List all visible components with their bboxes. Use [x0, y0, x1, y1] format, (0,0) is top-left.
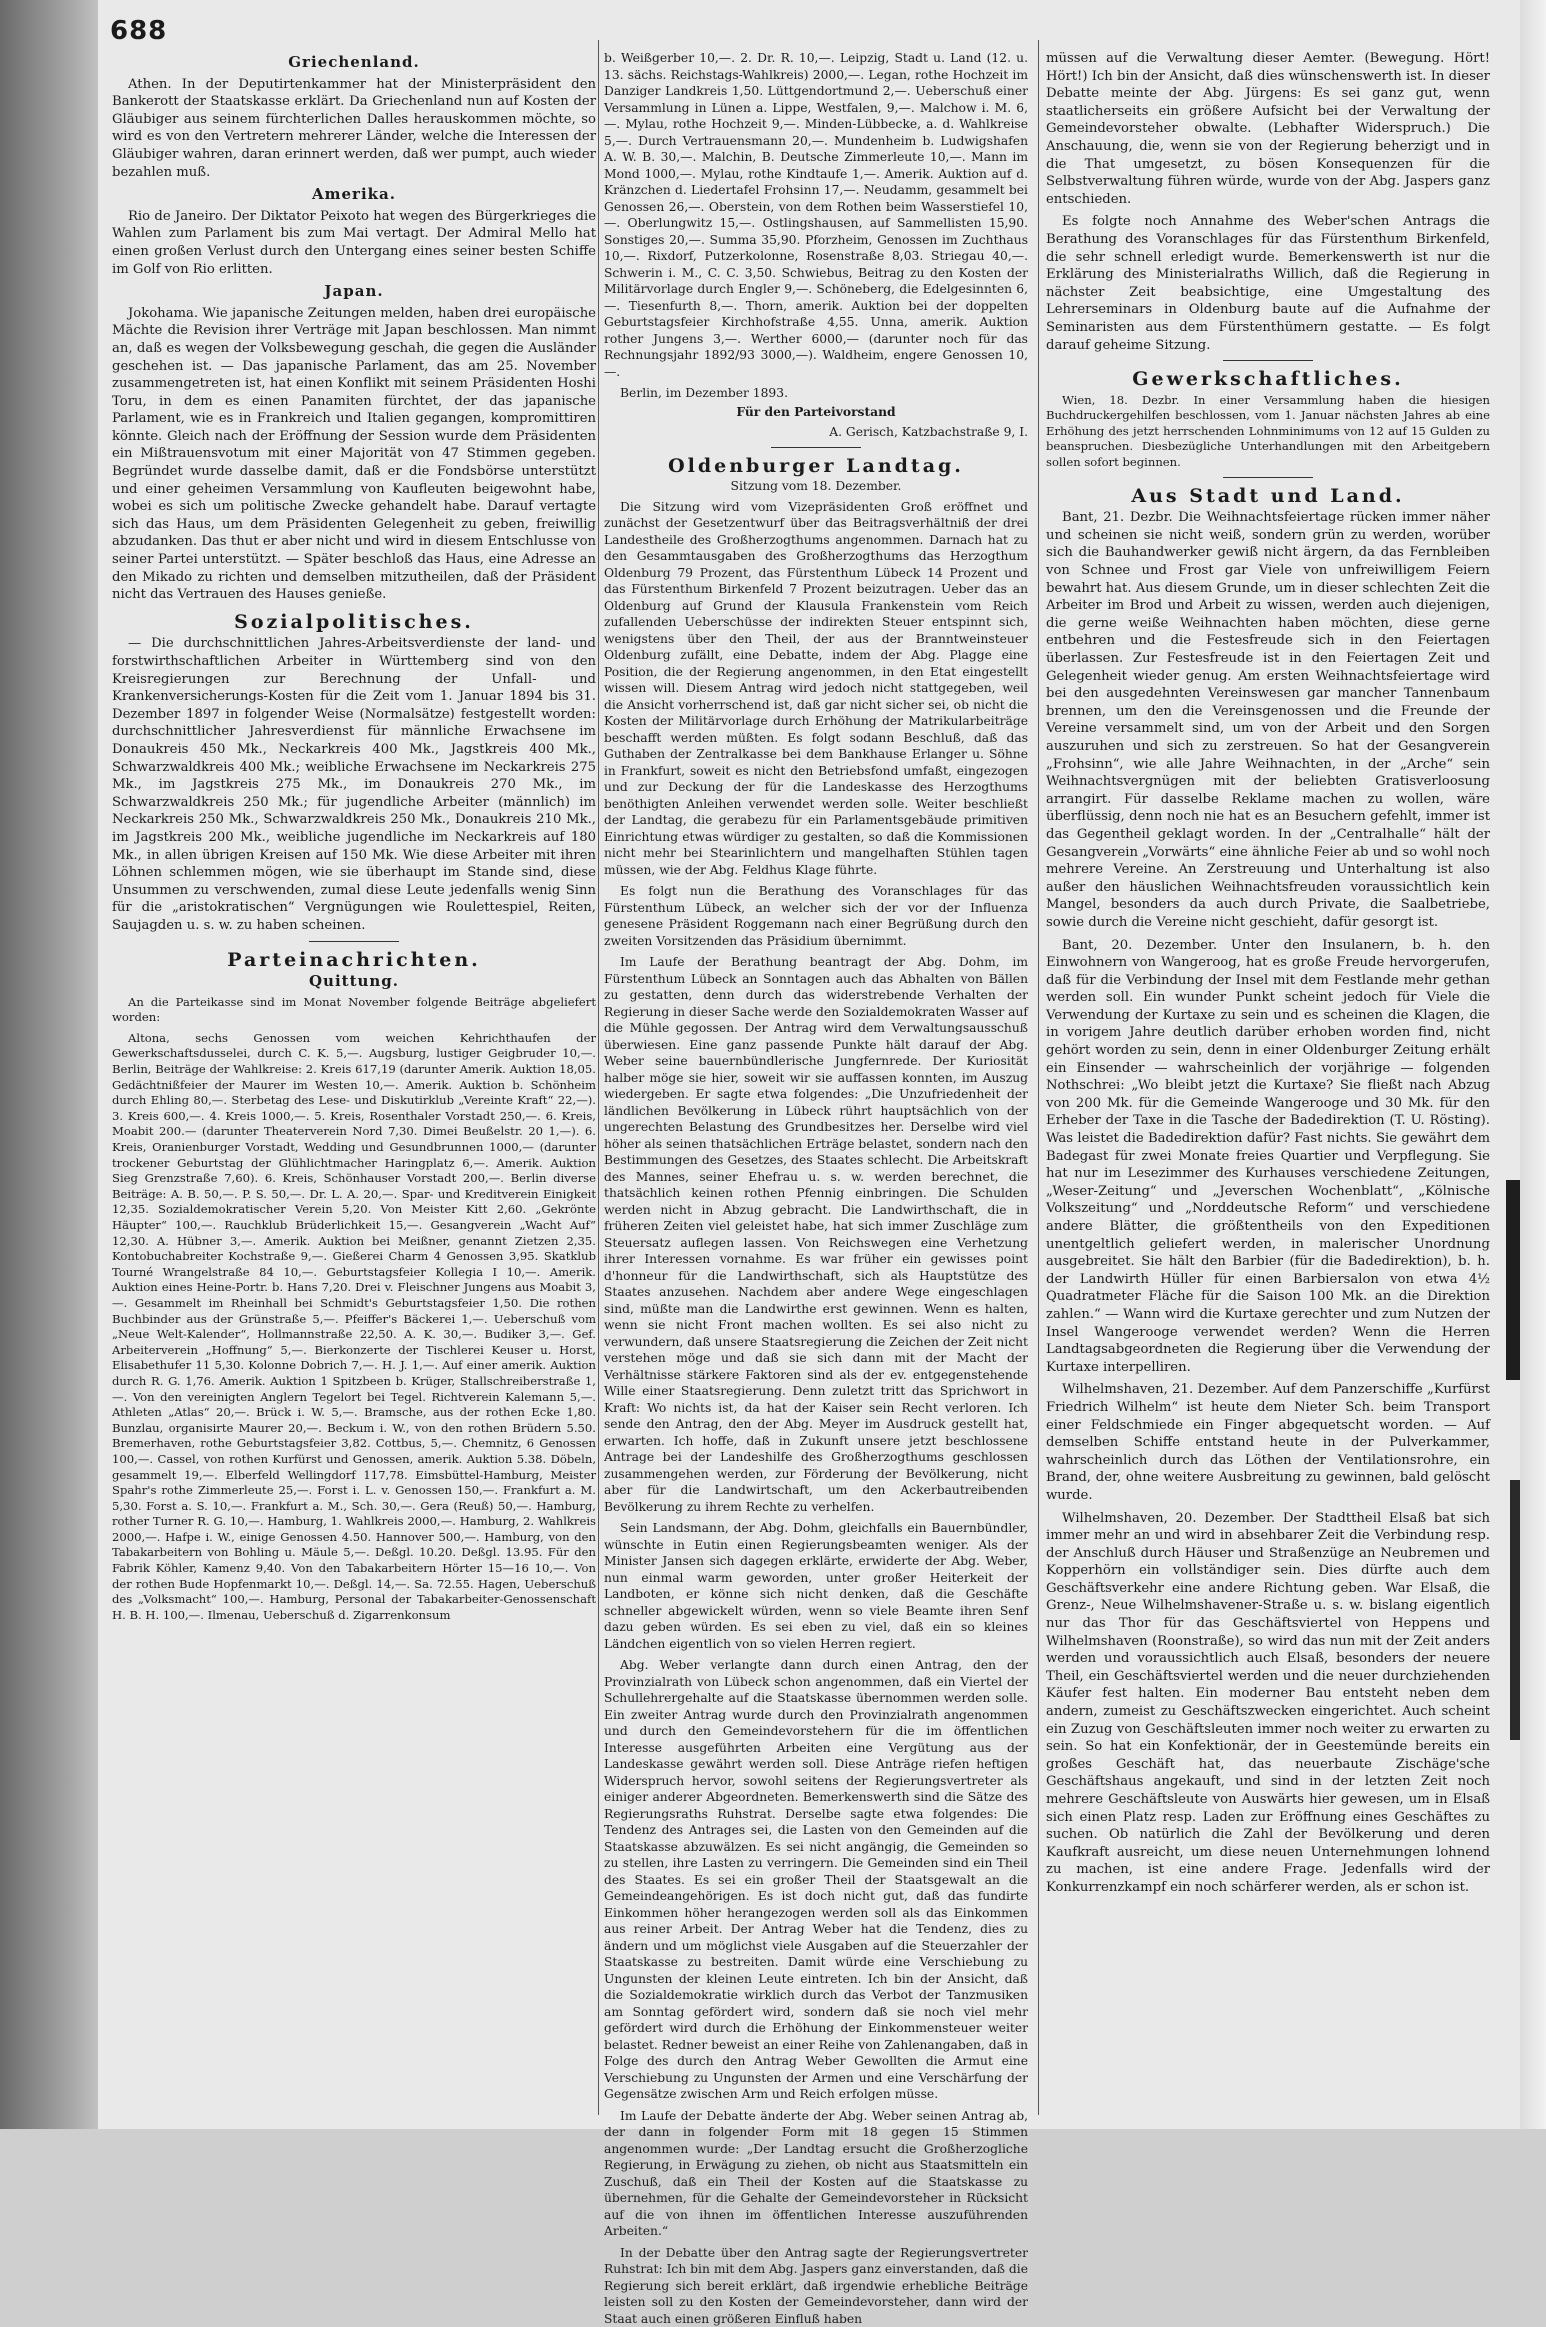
article-japan: Jokohama. Wie japanische Zeitungen melden, haben drei europäische Mächte die Revision ihrer Verträge mit Japan beschlossen. Man nimmt an, daß es wegen der Volksbewegung geschah, die gegen die Ausländer geschehen ist. — Das japanische Parlament, das am 25. November zusammengetreten ist, hat einen Konflikt mit seinem Präsidenten Hoshi Toru, in dem es einen Panamiten fürchtet, der das japanische Parlament, wie es in Frankreich und Italien gegangen, kompromittiren könnte. Gleich nach der Eröffnung der Session wurde dem Präsidenten ein Mißtrauensvotum mit einer Majorität von 47 Stimmen gegeben. Begründet wurde dasselbe damit, daß er die Fondsbörse unterstützt und einer geheimen Versammlung von Kaufleuten beigewohnt habe, wobei es sich um politische Zwecke gehandelt habe. Darauf vertagte sich das Haus, um dem Präsidenten Gelegenheit zu geben, freiwillig abzudanken. Das thut er aber nicht und wird in diesem Entschlusse von seiner Partei unterstützt. — Später beschloß das Haus, eine Adresse an den Mikado zu richten und demselben mitzutheilen, daß der Präsident nicht das Vertrauen des Hauses genieße.	[112, 305, 596, 604]
signature-title: Für den Parteivorstand	[604, 404, 1028, 421]
section-rule	[309, 941, 399, 942]
section-heading-sozialpolitisches: Sozialpolitisches.	[112, 614, 596, 632]
section-rule	[771, 447, 861, 448]
newspaper-page	[98, 0, 1520, 2129]
section-heading-amerika: Amerika.	[112, 186, 596, 204]
landtag-paragraph: In der Debatte über den Antrag sagte der Regierungsvertreter Ruhstrat: Ich bin mit dem Abg. Jaspers ganz einverstanden, daß die Regierung sich bereit erklärt, daß irgendwie erhebliche Beiträge leisten soll zu den Kosten der Gemeindevorsteher, dann wird der Staat auch einen größeren Einfluß haben	[604, 2245, 1028, 2327]
adjacent-page-edge	[1506, 1180, 1520, 1380]
landtag-paragraph: Im Laufe der Berathung beantragt der Abg. Dohm, im Fürstenthum Lübeck an Sonntagen auch das Abhalten von Bällen zu gestatten, denn durch das widerstrebende Verhalten der Regierung in dieser Sache werde den Sozialdemokraten Wasser auf die Mühle gegossen. Der Antrag wird dem Verwaltungsausschuß überwiesen. Eine ganz passende Punkte hält darauf der Abg. Weber seine bauernbündlerische Jungfernrede. Der Kuriosität halber möge sie hier, soweit wir sie auffassen konnten, im Auszug wiedergeben. Er sagte etwa folgendes: „Die Unzufriedenheit der ländlichen Bevölkerung in Lübeck rührt hauptsächlich von der ungerechten Belastung des Grundbesitzes her. Derselbe wird viel höher als seinen thatsächlichen Erträge belastet, sondern nach den Bestimmungen des Gesetzes, des Staates schlecht. Die Arbeitskraft des Mannes, seiner Ehefrau u. s. w. werden berechnet, die thatsächlich keinen rothen Pfennig einbringen. Die Schulden werden nicht in Abzug gebracht. Die Landwirthschaft, die in früheren Zeiten viel geleistet habe, hat sich immer Zuschläge zum Steuersatz auflegen lassen. Von Reichswegen eine Verhetzung ihrer Interessen vornahme. Es war früher ein gewisses point d'honneur für die Landwirthschaft, sich als Hauptstütze des Staates anzusehen. Nachdem aber andere Wege eingeschlagen sind, müßte man die Landwirthe erst gewinnen. Wenn es halten, wenn sie nicht Front machen wollten. Es sei also nicht zu verwundern, daß unsere Staatsregierung die Zeichen der Zeit nicht verstehen möge und daß sie sich dann mit der Macht der Verhältnisse stärkere Faktoren sind als der ev. entgegenstehende Wille einer Staatsregierung. Denn zuletzt tritt das Sprichwort in Kraft: Wo nichts ist, da hat der Kaiser sein Recht verloren. Ich sende den Antrag, den der Abg. Meyer im Ausdruck gestellt hat, erwarten. Ich hoffe, daß in Zukunft unsere jetzt beschlossene Antrage bei der Landeshilfe des Großherzogthums geschlossen zusammengehen werden, zur Förderung der Bevölkerung, nicht aber für die Landwirtschaft, um den Ackerbautreibenden Bevölkerung zu ihrem Rechte zu verhelfen.	[604, 954, 1028, 1515]
article-wilhelmshaven-2: Wilhelmshaven, 20. Dezember. Der Stadttheil Elsaß bat sich immer mehr an und wird in absehbarer Zeit die Verbindung resp. der Anschluß durch Häuser und Straßenzüge an Neubremen und Kopperhörn ein vollständiger sein. Dies dürfte auch dem Geschäftsverkehr eine andere Richtung geben. War Elsaß, die Grenz-, Neue Wilhelmshavener-Straße u. s. w. bislang eigentlich nur das Thor für das Geschäftsviertel von Heppens und Wilhelmshaven (Roonstraße), so wird das nun mit der Zeit anders werden und voraussichtlich auch Elsaß, besonders der neuere Theil, ein Geschäftsviertel werden und die neuer durchziehenden Käufer fest halten. Ein moderner Bau entsteht neben dem andern, zumeist zu Geschäftszwecken eingerichtet. Auch scheint ein Zuzug von Geschäftsleuten immer noch weiter zu erwarten zu sein. So hat ein Konfektionär, der in Geestemünde bereits ein großes Geschäft hat, das neuerbaute Zischäge'sche Geschäftshaus angekauft, und sind in der letzten Zeit noch mehrere Geschäftsleute von Auswärts hier gewesen, um in Elsaß sich einen Platz resp. Laden zur Eröffnung eines Geschäftes zu suchen. Ob natürlich die Zahl der Bevölkerung und deren Kaufkraft ausreicht, um diese neuen Unternehmungen lohnend zu machen, ist eine andere Frage. Jedenfalls wird der Konkurrenzkampf ein noch schärferer werden, als er schon ist.	[1046, 1510, 1490, 1897]
section-heading-stadt-und-land: Aus Stadt und Land.	[1046, 488, 1490, 506]
landtag-paragraph: Abg. Weber verlangte dann durch einen Antrag, den der Provinzialrath von Lübeck schon angenommen, daß ein Viertel der Schullehrergehalte auf die Staatskasse übernommen werden solle. Ein zweiter Antrag wurde durch den Provinzialrath angenommen und durch den Gemeindevorstehern für die im öffentlichen Interesse ausgeführten Arbeiten eine Vergütung aus der Landeskasse gewährt werden soll. Diese Anträge riefen heftigen Widerspruch hervor, sowohl seitens der Regierungsvertreter als einiger anderer Abgeordneten. Bemerkenswerth sind die Sätze des Regierungsraths Ruhstrat. Derselbe sagte etwa folgendes: Die Tendenz des Antrages sei, die Lasten von den Gemeinden auf die Staatskasse abzuwälzen. Es sei nicht angängig, die Gemeinden so zu stellen, ihre Lasten zu verringern. Die Gemeinden sind ein Theil des Staates. Es sei ein großer Theil der Staatsgewalt an die Gemeindeangehörigen. Es ist doch nicht gut, daß das fundirte Einkommen höher herangezogen werden soll als das Einkommen aus reiner Arbeit. Der Antrag Weber hat die Tendenz, dies zu ändern und um möglichst viele Ausgaben auf die Steuerzahler der Staatskasse zu bestreiten. Damit würde eine Verschiebung zu Ungunsten der kleinen Leute eintreten. Ich bin der Ansicht, daß die Sozialdemokratie wirklich durch das Verbot der Tanzmusiken am Sonntag gefördert wird, sondern daß sie noch viel mehr gefördert wird durch die Erhöhung der Einkommensteuer weiter belastet. Redner beweist an einer Reihe von Zahlenangaben, daß in Folge des durch den Antrag Weber Gewollten die Armut eine Verschiebung zu Ungunsten der Armen und eine Verschärfung der Gegensätze zwischen Arm und Reich erfolgen müsse.	[604, 1657, 1028, 2103]
section-heading-parteinachrichten: Parteinachrichten.	[112, 952, 596, 970]
landtag-paragraph: Sein Landsmann, der Abg. Dohm, gleichfalls ein Bauernbündler, wünschte in Eutin einen Regierungsbeamten weniger. Als der Minister Jansen sich dagegen erklärte, erwiderte der Abg. Weber, nun einmal warm geworden, unter großer Heiterkeit der Landboten, er könne sich nicht denken, daß die Geschäfte schneller abgewickelt würden, wenn so viele Beamte ihren Senf dazu geben würden. Es sei eben zu viel, daß ein so kleines Ländchen eigentlich von so vielen Herren regiert.	[604, 1520, 1028, 1652]
article-amerika: Rio de Janeiro. Der Diktator Peixoto hat wegen des Bürgerkrieges die Wahlen zum Parlament bis zum Mai vertagt. Der Admiral Mello hat einen großen Verlust durch den Untergang eines seiner besten Schiffe im Golf von Rio erlitten.	[112, 208, 596, 278]
quittung-list-continued: b. Weißgerber 10,—. 2. Dr. R. 10,—. Leipzig, Stadt u. Land (12. u. 13. sächs. Reichstags-Wahlkreis) 2000,—. Legan, rothe Hochzeit im Danziger Landkreis 1,50. Lüttgendortmund 2,—. Ueberschuß einer Versammlung in Lünen a. Lippe, Westfalen, 9,—. Malchow i. M. 6,—. Mylau, rothe Hochzeit 9,—. Minden-Lübbecke, a. d. Wahlkreise 5,—. Durch Vertrauensmann 20,—. Mundenheim b. Ludwigshafen A. W. B. 30,—. Malchin, B. Deutsche Zimmerleute 10,—. Mann im Mond 1000,—. Mylau, rothe Kindtaufe 1,—. Amerik. Auktion auf d. Kränzchen d. Liedertafel Frohsinn 17,—. Neudamm, gesammelt bei Genossen 26,—. Oberstein, von dem Rothen beim Wasserstiefel 10,—. Oberlungwitz 15,—. Ostlingshausen, auf Sammellisten 15,90. Sonstiges 20,—. Summa 35,90. Pforzheim, Genossen im Zuchthaus 10,—. Rixdorf, Putzerkolonne, Rosenstraße 8,03. Striegau 40,—. Schwerin i. M., C. C. 3,50. Schwiebus, Beitrag zu den Kosten der Militärvorlage durch Engler 9,—. Schöneberg, die Edelgesinnten 6,—. Tiesenfurth 8,—. Thorn, amerik. Auktion bei der doppelten Geburtstagsfeier Kirchhofstraße 4,55. Unna, amerik. Auktion rother Jungens 3,—. Werther 6000,— (darunter noch für das Rechnungsjahr 1892/93 3000,—). Waldheim, engere Genossen 10,—.	[604, 50, 1028, 380]
article-bant-2: Bant, 20. Dezember. Unter den Insulanern, b. h. den Einwohnern von Wangeroog, hat es große Freude hervorgerufen, daß für die Verbindung der Insel mit dem Festlande mehr gethan werden soll. Ein wunder Punkt scheint jedoch für Viele die Verwendung der Kurtaxe zu sein und es scheinen die Klagen, die in vorigem Jahre deutlich darüber erhoben worden find, nicht gehört worden zu sein, denn in einer Oldenburger Zeitung erhält ein Einsender — wahrscheinlich der vorjährige — folgenden Nothschrei: „Wo bleibt jetzt die Kurtaxe? Sie fließt nach Abzug von 200 Mk. für die Gemeinde Wangerooge und 30 Mk. für den Erheber der Taxe in die Tasche der Badedirektion (T. U. Rösting). Was leistet die Badedirektion dafür? Fast nichts. Sie gewährt dem Badegast für zwei Monate freies Quartier und Verpflegung. Sie hat nur im Lesezimmer des Kurhauses verschiedene Zeitungen, „Weser-Zeitung“ und „Jeverschen Wochenblatt“, „Kölnische Volkszeitung“ und „Norddeutsche Reform“ und verschiedene andere Blätter, die größtentheils von den Expeditionen unentgeltlich geliefert werden, in malerischer Unordnung ausgebreitet. Sie hält den Barbier (für die Badedirektion), b. h. der Landwirth Hüller für einen Barbiersalon von etwa 4½ Quadratmeter Fläche für die Saison 100 Mk. an die Direktion zahlen.“ — Wann wird die Kurtaxe gerechter und zum Nutzen der Insel Wangerooge verwendet werden? Wenn die Herren Landtagsabgeordneten die Regierung über die Verwendung der Kurtaxe interpelliren.	[1046, 937, 1490, 1377]
section-heading-japan: Japan.	[112, 283, 596, 301]
section-rule	[1223, 360, 1313, 361]
article-sozialpolitisches: — Die durchschnittlichen Jahres-Arbeitsverdienste der land- und forstwirthschaftlichen Arbeiter in Württemberg sind von den Kreisregierungen zur Berechnung der Unfall- und Krankenversicherungs-Kosten für die Zeit vom 1. Januar 1894 bis 31. Dezember 1897 in folgender Weise (Normalsätze) festgestellt worden: durchschnittlicher Jahresverdienst für männliche Erwachsene im Donaukreis 450 Mk., Neckarkreis 400 Mk., Jagstkreis 400 Mk., Schwarzwaldkreis 400 Mk.; weibliche Erwachsene im Neckarkreis 275 Mk., im Jagstkreis 275 Mk., im Donaukreis 270 Mk., im Schwarzwaldkreis 250 Mk.; für jugendliche Arbeiter (männlich) im Neckarkreis 250 Mk., Schwarzwaldkreis 250 Mk., Donaukreis 210 Mk., im Jagstkreis 200 Mk., weibliche jugendliche im Neckarkreis auf 180 Mk., in allen übrigen Kreisen auf 150 Mk. Wie diese Arbeiter mit ihren Löhnen schlemmen mögen, wie sie überhaupt im Stande sind, diese Unsummen zu verschwenden, zumal diese Leute jedenfalls wenig Sinn für die „aristokratischen“ Vergnügungen wie Roulettespiel, Reiten, Saujagden u. s. w. zu haben scheinen.	[112, 635, 596, 934]
article-gewerkschaftliches: Wien, 18. Dezbr. In einer Versammlung haben die hiesigen Buchdruckergehilfen beschlossen, vom 1. Januar nächsten Jahres ab eine Erhöhung des jetzt herrschenden Lohnminimums von 12 auf 15 Gulden zu beanspruchen. Diesbezügliche Unterhandlungen mit den Arbeitgebern sollen sofort beginnen.	[1046, 393, 1490, 471]
landtag-paragraph: Es folgt nun die Berathung des Voranschlages für das Fürstenthum Lübeck, an welcher sich der vor der Influenza genesene Präsident Roggemann nach einer Begrüßung durch den zweiten Vorsitzenden das Präsidium übernimmt.	[604, 883, 1028, 949]
page-number: 688	[110, 16, 167, 46]
landtag-paragraph: Es folgte noch Annahme des Weber'schen Antrags die Berathung des Voranschlages für das Fürstenthum Birkenfeld, die sehr schnell erledigt wurde. Bemerkenswerth ist nur die Erklärung des Ministerialraths Willich, daß die Regierung in nächster Zeit beabsichtige, eine Umgestaltung des Lehrerseminars in Oldenburg baute auf die Aufnahme der Seminaristen aus dem Fürstenthümern gestatte. — Es folgt darauf geheime Sitzung.	[1046, 213, 1490, 354]
quittung-intro: An die Parteikasse sind im Monat November folgende Beiträge abgeliefert worden:	[112, 995, 596, 1026]
column-1	[112, 50, 596, 2110]
section-rule	[1223, 477, 1313, 478]
landtag-paragraph-continued: müssen auf die Verwaltung dieser Aemter. (Bewegung. Hört! Hört!) Ich bin der Ansicht, daß dies wünschenswerth ist. In dieser Debatte meinte der Abg. Jürgens: Es sei ganz gut, wenn staatlicherseits ein größere Aufsicht bei der Verwaltung der Gemeindevorsteher obwalte. (Lebhafter Widerspruch.) Die Anschauung, die, wenn sie von der Regierung beherzigt und in die That umgesetzt, zu bösen Konsequenzen für die Selbstverwaltung führen würde, wurde von der Abg. Jaspers ganz entschieden.	[1046, 50, 1490, 208]
quittung-list: Altona, sechs Genossen vom weichen Kehrichthaufen der Gewerkschaftsdusselei, durch C. K. 5,—. Augsburg, lustiger Geigbruder 10,—. Berlin, Beiträge der Wahlkreise: 2. Kreis 617,19 (darunter Amerik. Auktion 18,05. Gedächtnißfeier der Maurer im Westen 10,—. Amerik. Auktion b. Schönheim durch Ehling 80,—. Sterbetag des Lese- und Diskutirklub „Vereinte Kraft“ 22,—). 3. Kreis 600,—. 4. Kreis 1000,—. 5. Kreis, Rosenthaler Vorstadt 250,—. 6. Kreis, Moabit 200.— (darunter Theaterverein Nord 7,30. Dimei Beußelstr. 20 1,—). 6. Kreis, Oranienburger Vorstadt, Wedding und Gesundbrunnen 1000,— (darunter trockener Geburtstag der Glühlichtmacher Haringplatz 6,—. Amerik. Auktion Sieg Grenzstraße 7,60). 6. Kreis, Schönhauser Vorstadt 200,—. Berlin diverse Beiträge: A. B. 50,—. P. S. 50,—. Dr. L. A. 20,—. Spar- und Kreditverein Einigkeit 12,35. Sozialdemokratischer Verein 5,20. Von Meister Kitt 2,60. „Gekrönte Häupter“ 100,—. Rauchklub Brüderlichkeit 15,—. Gesangverein „Wacht Auf“ 12,30. A. Hübner 3,—. Amerik. Auktion bei Meißner, genannt Zietzen 2,35. Kontobuchabreiter Kochstraße 9,—. Gießerei Charm 4 Genossen 3,95. Skatklub Tourné Wrangelstraße 84 10,—. Geburtstagsfeier Kollegia I 10,—. Amerik. Auktion eines Heine-Portr. b. Hans 7,20. Drei v. Fleischner Jungens aus Moabit 3,—. Gesammelt im Rheinhall bei Schmidt's Geburtstagsfeier 1,50. Die rothen Buchbinder aus der Grünstraße 5,—. Pfeiffer's Bäckerei 1,—. Ueberschuß vom „Neue Welt-Kalender“, Hollmannstraße 22,50. A. K. 30,—. Budiker 3,—. Gef. Arbeiterverein „Hoffnung“ 5,—. Bierkonzerte der Tischlerei Keuser u. Horst, Elisabethufer 11 5,30. Kolonne Dobrich 7,—. H. J. 1,—. Auf einer amerik. Auktion durch R. G. 1,76. Amerik. Auktion 1 Spitzbeen b. Krüger, Stallschreiberstraße 1,—. Von den vereinigten Anglern Tegelort bei Tegel. Richtverein Kalemann 5,—. Athleten „Atlas“ 20,—. Brück i. W. 5,—. Bramsche, aus der rothen Ecke 1,80. Bunzlau, organisirte Maurer 20,—. Beckum i. W., von den rothen Brüdern 5.50. Bremerhaven, rothe Geburtstagsfeier 3,82. Cottbus, 5,—. Chemnitz, 6 Genossen 100,—. Cassel, von rothen Kurfürst und Genossen, amerik. Auktion 5.38. Döbeln, gesammelt 19,—. Elberfeld Wellingdorf 117,78. Eimsbüttel-Hamburg, Meister Spahr's rothe Zimmerleute 25,—. Forst i. L. v. Genossen 150,—. Frankfurt a. M. 5,30. Forst a. S. 10,—. Frankfurt a. M., Sch. 30,—. Gera (Reuß) 50,—. Hamburg, rother Turner R. G. 10,—. Hamburg, 1. Wahlkreis 2000,—. Hamburg, 2. Wahlkreis 2000,—. Hafpe i. W., einige Genossen 4.50. Hannover 500,—. Hamburg, von den Tabakarbeitern von Bohling u. Mäule 5,—. Deßgl. 10.20. Deßgl. 13.95. Für den Fabrik Köhler, Kamenz 9,40. Von den Tabakarbeitern Hörter 15—16 10,—. Von der rothen Bude Hopfenmarkt 10,—. Deßgl. 14,—. Sa. 72.55. Hagen, Ueberschuß des „Volksmacht“ 100,—. Hamburg, Personal der Tabakarbeiter-Genossenschaft H. B. H. 100,—. Ilmenau, Ueberschuß d. Zigarrenkonsum	[112, 1031, 596, 1624]
page-edge	[1520, 0, 1546, 2129]
column-2	[604, 50, 1028, 2110]
column-divider	[598, 40, 599, 2115]
landtag-paragraph: Die Sitzung wird vom Vizepräsidenten Groß eröffnet und zunächst der Gesetzentwurf über das Beitragsverhältniß der drei Landestheile des Großherzogthums angenommen. Darnach hat zu den Gesammtausgaben des Großherzogthums das Herzogthum Oldenburg 79 Prozent, das Fürstenthum Lübeck 14 Prozent und das Fürstenthum Birkenfeld 7 Prozent beizutragen. Ueber das an Oldenburg auf Grund der Klausula Frankenstein vom Reich zufallenden Ueberschüsse der indirekten Steuer entspinnt sich, wenigstens über den Theil, der aus der Branntweinsteuer Oldenburg zufällt, eine Debatte, indem der Abg. Plagge eine Position, die der Regierung angenommen, in den Etat eingestellt wissen will. Diesem Antrag wird jedoch nicht stattgegeben, weil die Ansicht vorherrschend ist, daß gar nicht sicher sei, ob nicht die Kosten der Militärvorlage durch Erhöhung der Matrikularbeiträge beschafft werden müßten. Es folgt sodann Beschluß, daß das Guthaben der Zentralkasse bei dem Bankhause Erlanger u. Söhne in Frankfurt, soweit es nicht den Betriebsfond umfaßt, eingezogen und zur Deckung der für die Landeskasse des Herzogthums benöthigten Anleihen verwendet werden solle. Weiter beschließt der Landtag, die gerabezu für ein Parlamentsgebäude primitiven Einrichtung etwas würdiger zu gestalten, so daß die Kommissionen nicht mehr bei Stearinlichtern und mangelhaften Stühlen tagen müssen, wie der Abg. Feldhus Klage führte.	[604, 499, 1028, 879]
article-griechenland: Athen. In der Deputirtenkammer hat der Ministerpräsident den Bankerott der Staatskasse erklärt. Da Griechenland nun auf Kosten der Gläubiger aus seinem fürchterlichen Dalles herauskommen möchte, so wird es von den Vertretern mehrerer Länder, welche die Interessen der Gläubiger wahren, daran erinnert werden, daß wer pumpt, auch wieder bezahlen muß.	[112, 76, 596, 182]
dateline: Berlin, im Dezember 1893.	[620, 385, 1028, 402]
signature-name: A. Gerisch, Katzbachstraße 9, I.	[604, 424, 1028, 441]
section-heading-gewerkschaftliches: Gewerkschaftliches.	[1046, 371, 1490, 389]
adjacent-page-edge	[1510, 1480, 1520, 1740]
article-wilhelmshaven-1: Wilhelmshaven, 21. Dezember. Auf dem Panzerschiffe „Kurfürst Friedrich Wilhelm“ ist heute dem Nieter Sch. beim Transport einer Feldschmiede ein Finger abgequetscht worden. — Auf demselben Schiffe entstand heute in der Pulverkammer, wahrscheinlich durch das Löthen der Ventilationsrohre, ein Brand, der, ohne weitere Ausbreitung zu gewinnen, bald gelöscht wurde.	[1046, 1381, 1490, 1504]
landtag-paragraph: Im Laufe der Debatte änderte der Abg. Weber seinen Antrag ab, der dann in folgender Form mit 18 gegen 15 Stimmen angenommen wurde: „Der Landtag ersucht die Großherzogliche Regierung, in Erwägung zu ziehen, ob nicht aus Staatsmitteln ein Zuschuß, daß ein Theil der Kosten auf die Staatskasse zu übernehmen, für die Gehalte der Gemeindevorsteher in Rücksicht auf die von ihnen im öffentlichen Interesse auszuführenden Arbeiten.“	[604, 2108, 1028, 2240]
subheading-quittung: Quittung.	[112, 973, 596, 991]
column-divider	[1038, 40, 1039, 2115]
section-heading-griechenland: Griechenland.	[112, 54, 596, 72]
column-3	[1046, 50, 1490, 2110]
article-bant-1: Bant, 21. Dezbr. Die Weihnachtsfeiertage rücken immer näher und scheinen sie nicht weiß, sondern grün zu werden, worüber sich die Bauhandwerker gewiß nicht ärgern, da das Fernbleiben von Schnee und Frost gar Viele von unfreiwilligem Feiern bewahrt hat. Aus diesem Grunde, um in dieser schlechten Zeit die Arbeiter im Brod und Arbeit zu wissen, werden auch diejenigen, die gerne weiße Weihnachten haben möchten, diese gerne entbehren und die Festesfreude sich in den Feiertagen überlassen. Zur Festesfreude ist in den Feiertagen Zeit und Gelegenheit wieder genug. Am ersten Weihnachtsfeiertage wird bei den ausgedehnten Vereinswesen gar mancher Tannenbaum brennen, um den die Vereinsgenossen und die Freunde der Vereine versammelt sind, um von der Arbeit und den Sorgen auszuruhen und sich zu zerstreuen. So hat der Gesangverein „Frohsinn“, wie alle Jahre Weihnachten, in der „Arche“ sein Weihnachtsvergnügen mit der beliebten Gratisverloosung arrangirt. Für dasselbe Reklame machen zu wollen, wäre überflüssig, denn noch nie hat es an Besuchern gefehlt, immer ist das Gegentheil geklagt worden. In der „Centralhalle“ hält der Gesangverein „Vorwärts“ eine ähnliche Feier ab und so wohl noch mehrere Vereine. An Zerstreuung und Unterhaltung ist also außer den häuslichen Weihnachtsfreuden voraussichtlich kein Mangel, besonders da auch durch Private, die Saalbetriebe, sowie durch die Vereine nicht geschieht, dafür gesorgt ist.	[1046, 509, 1490, 931]
section-heading-landtag: Oldenburger Landtag.	[604, 458, 1028, 475]
session-date: Sitzung vom 18. Dezember.	[604, 478, 1028, 495]
book-binding-shadow	[0, 0, 98, 2129]
